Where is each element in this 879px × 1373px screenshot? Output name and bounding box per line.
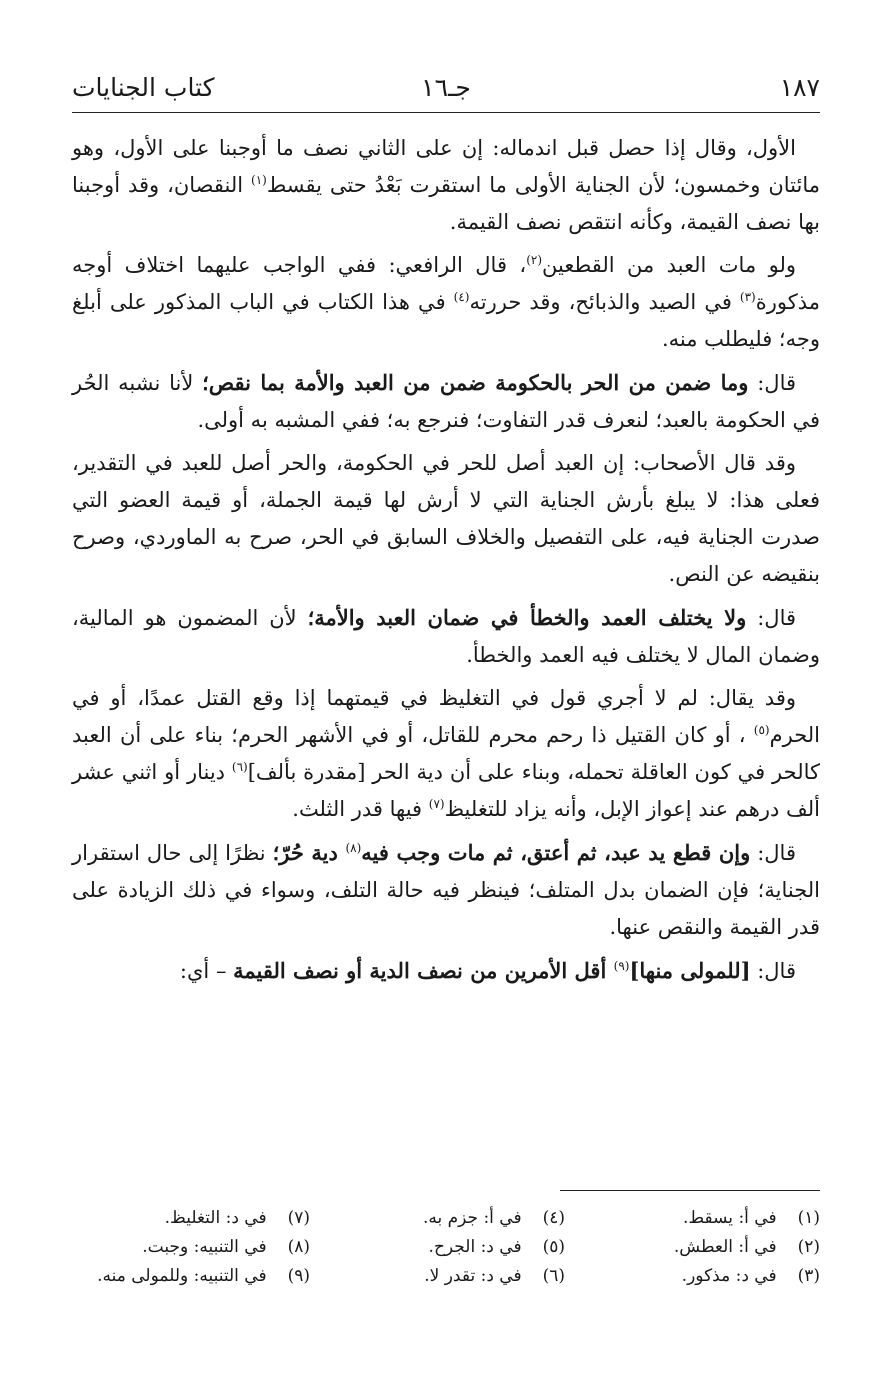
- text-segment: فيها قدر الثلث.: [292, 797, 429, 821]
- paragraph: [72, 445, 820, 593]
- footnote-number: (٦): [542, 1266, 565, 1286]
- footnote-number: (٣): [797, 1266, 820, 1286]
- running-header: [72, 70, 820, 106]
- paragraph: [72, 599, 820, 674]
- footnote-marker: (٧): [428, 797, 445, 811]
- footnote-marker: (٩): [613, 959, 630, 973]
- text-segment: قال:: [746, 606, 797, 630]
- footnote-text: في أ: يسقط.: [683, 1208, 777, 1228]
- footnote-text: في التنبيه: وللمولى منه.: [97, 1266, 267, 1286]
- footnote-marker: (٨): [345, 841, 362, 855]
- paragraph: [72, 247, 820, 358]
- text-segment: وقد قال الأصحاب: إن العبد أصل للحر في الحكومة، والحر أصل للعبد في التقدير، فعلى هذا: لا يبلغ بأرش الجناية التي لا أرش لها قيمة الجملة، أو قيمة العضو التي صدرت الجناية فيه، على التفصيل والخلاف السابق في الحر، صرح به الماوردي، وصرح بنقيضه عن النص.: [72, 451, 820, 586]
- book-title: كتاب الجنايات: [72, 73, 215, 102]
- footnote: [72, 1262, 310, 1291]
- footnote-number: (٩): [287, 1266, 310, 1286]
- paragraph: [72, 834, 820, 946]
- bold-text: دية حُرّ؛: [272, 840, 346, 865]
- bold-text: وإن قطع يد عبد، ثم أعتق، ثم مات وجب فيه: [361, 840, 751, 865]
- text-segment: ، قال الرافعي: ففي الواجب عليهما اختلاف أوجه مذكورة: [72, 253, 820, 314]
- footnote-text: في أ: جزم به.: [422, 1208, 522, 1228]
- text-segment: قال:: [750, 959, 796, 983]
- footnote-column-1: [570, 1204, 820, 1291]
- bold-text: [للمولى منها]: [629, 958, 751, 983]
- text-segment: ، أو كان القتيل ذا رحم محرم للقاتل، أو في الأشهر الحرم؛ بناء على أن العبد كالحر في كون العاقلة تحمله، وبناء على أن دية الحر [مقدرة بألف]: [72, 723, 820, 784]
- text-segment: دينار أو اثني عشر ألف درهم عند إعواز الإبل، وأنه يزاد للتغليظ: [72, 760, 820, 821]
- text-segment: وقد يقال: لم لا أجري قول في التغليظ في قيمتهما إذا وقع القتل عمدًا، أو في الحرم: [72, 686, 820, 747]
- text-segment: ولو مات العبد من القطعين: [542, 253, 797, 277]
- header-rule: [72, 112, 820, 113]
- footnote-marker: (١): [251, 173, 267, 187]
- text-segment: نظرًا إلى حال استقرار الجناية؛ فإن الضمان بدل المتلف؛ فينظر فيه حالة التلف، وسواء في ذلك الزيادة على قدر القيمة والنقص عنها.: [72, 841, 820, 939]
- bold-text: وما ضمن من الحر بالحكومة ضمن من العبد والأمة بما نقص؛: [202, 370, 749, 395]
- footnote-marker: (٥): [753, 723, 770, 737]
- text-segment: – أي:: [179, 959, 234, 983]
- footnote-number: (٢): [797, 1237, 820, 1257]
- footnote-number: (٤): [542, 1208, 565, 1228]
- footnote-number: (٨): [287, 1237, 310, 1257]
- footnote: [570, 1204, 820, 1233]
- text-segment: الأول، وقال إذا حصل قبل اندماله: إن على الثاني نصف ما أوجبنا على الأول، وهو مائتان وخمسون؛ لأن الجناية الأولى ما استقرت بَعْدُ حتى يقسط: [72, 136, 820, 197]
- footnote: [570, 1233, 820, 1262]
- page-number: ١٨٧: [779, 73, 820, 102]
- paragraph: [72, 680, 820, 828]
- footnote-rule: [560, 1190, 820, 1191]
- footnote: [315, 1233, 565, 1262]
- footnote: [72, 1233, 310, 1262]
- paragraph: [72, 130, 820, 241]
- text-segment: في الصيد والذبائح، وقد حررته: [469, 290, 740, 314]
- footnote-number: (١): [797, 1208, 820, 1228]
- footnote-marker: (٤): [453, 290, 470, 304]
- footnote: [72, 1204, 310, 1233]
- bold-text: ولا يختلف العمد والخطأ في ضمان العبد والأمة؛: [307, 605, 747, 630]
- footnote-text: في أ: العطش.: [673, 1237, 777, 1257]
- footnote: [315, 1204, 565, 1233]
- paragraph: [72, 952, 820, 990]
- text-segment: النقصان، وقد أوجبنا بها نصف القيمة، وكأنه انتقص نصف القيمة.: [72, 173, 820, 234]
- text-segment: في هذا الكتاب في الباب المذكور على أبلغ وجه؛ فليطلب منه.: [72, 290, 820, 351]
- footnote-marker: (٣): [739, 290, 756, 304]
- body-text: [72, 130, 820, 996]
- footnote-marker: (٦): [231, 760, 248, 774]
- footnote-text: في د: مذكور.: [681, 1266, 777, 1286]
- footnote-marker: (٢): [526, 253, 543, 267]
- footnote: [570, 1262, 820, 1291]
- footnote-text: في التنبيه: وجبت.: [142, 1237, 267, 1257]
- footnote-text: في د: تقدر لا.: [424, 1266, 522, 1286]
- text-segment: لأن المضمون هو المالية، وضمان المال لا يختلف فيه العمد والخطأ.: [72, 606, 820, 667]
- paragraph: [72, 364, 820, 439]
- text-segment: قال:: [748, 371, 797, 395]
- text-segment: قال:: [750, 841, 796, 865]
- volume-label: جـ١٦: [421, 73, 471, 102]
- footnote-number: (٧): [287, 1208, 310, 1228]
- footnote: [315, 1262, 565, 1291]
- footnote-text: في د: الجرح.: [428, 1237, 522, 1257]
- footnote-text: في د: التغليظ.: [164, 1208, 267, 1228]
- bold-text: أقل الأمرين من نصف الدية أو نصف القيمة: [233, 958, 614, 983]
- text-segment: لأنا نشبه الحُر في الحكومة بالعبد؛ لنعرف قدر التفاوت؛ فنرجع به؛ ففي المشبه به أولى.: [72, 371, 820, 432]
- footnote-column-3: [72, 1204, 310, 1291]
- footnote-column-2: [315, 1204, 565, 1291]
- footnote-number: (٥): [542, 1237, 565, 1257]
